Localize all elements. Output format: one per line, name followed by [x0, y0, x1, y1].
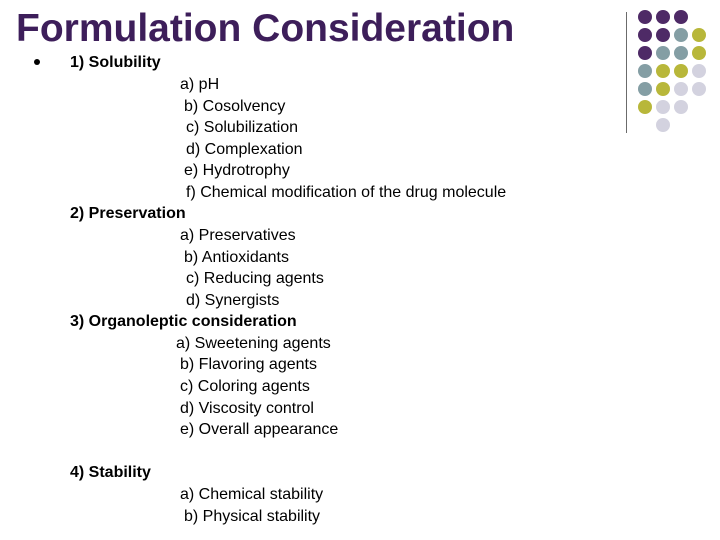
decorative-dot: [638, 28, 652, 42]
slide-title: Formulation Consideration: [16, 7, 515, 50]
list-item: c) Coloring agents: [180, 378, 310, 395]
decorative-dot: [692, 28, 706, 42]
decorative-dot-grid: [638, 10, 718, 135]
decorative-divider: [626, 12, 627, 133]
decorative-dot: [656, 100, 670, 114]
list-item: b) Flavoring agents: [180, 356, 317, 373]
decorative-dot: [656, 118, 670, 132]
decorative-dot: [674, 82, 688, 96]
decorative-dot: [656, 10, 670, 24]
decorative-dot: [674, 100, 688, 114]
decorative-dot: [674, 28, 688, 42]
list-item: a) pH: [180, 76, 220, 93]
list-item: d) Synergists: [186, 292, 280, 309]
decorative-dot: [656, 46, 670, 60]
section-heading-stability: 4) Stability: [70, 464, 151, 481]
section-heading-solubility: 1) Solubility: [70, 54, 161, 71]
decorative-dot: [656, 82, 670, 96]
list-item: c) Reducing agents: [186, 270, 324, 287]
list-item: a) Preservatives: [180, 227, 296, 244]
decorative-dot: [674, 46, 688, 60]
list-item: d) Viscosity control: [180, 400, 314, 417]
decorative-dot: [692, 46, 706, 60]
decorative-dot: [638, 10, 652, 24]
list-item: b) Cosolvency: [184, 98, 286, 115]
decorative-dot: [638, 46, 652, 60]
list-item: b) Antioxidants: [184, 249, 289, 266]
decorative-dot: [638, 100, 652, 114]
decorative-dot: [656, 28, 670, 42]
list-item: e) Overall appearance: [180, 421, 339, 438]
decorative-dot: [656, 64, 670, 78]
section-heading-organoleptic: 3) Organoleptic consideration: [70, 313, 297, 330]
list-item: a) Sweetening agents: [176, 335, 331, 352]
decorative-dot: [638, 82, 652, 96]
decorative-dot: [638, 64, 652, 78]
decorative-dot: [692, 64, 706, 78]
list-item: e) Hydrotrophy: [184, 162, 290, 179]
list-item: c) Solubilization: [186, 119, 299, 136]
list-item: f) Chemical modification of the drug molecule: [186, 184, 507, 201]
decorative-dot: [674, 64, 688, 78]
list-item: a) Chemical stability: [180, 486, 324, 503]
section-heading-preservation: 2) Preservation: [70, 205, 186, 222]
list-item: d) Complexation: [186, 141, 303, 158]
list-item: b) Physical stability: [184, 508, 321, 525]
decorative-dot: [692, 82, 706, 96]
round-bullet-icon: [34, 59, 40, 65]
decorative-dot: [674, 10, 688, 24]
